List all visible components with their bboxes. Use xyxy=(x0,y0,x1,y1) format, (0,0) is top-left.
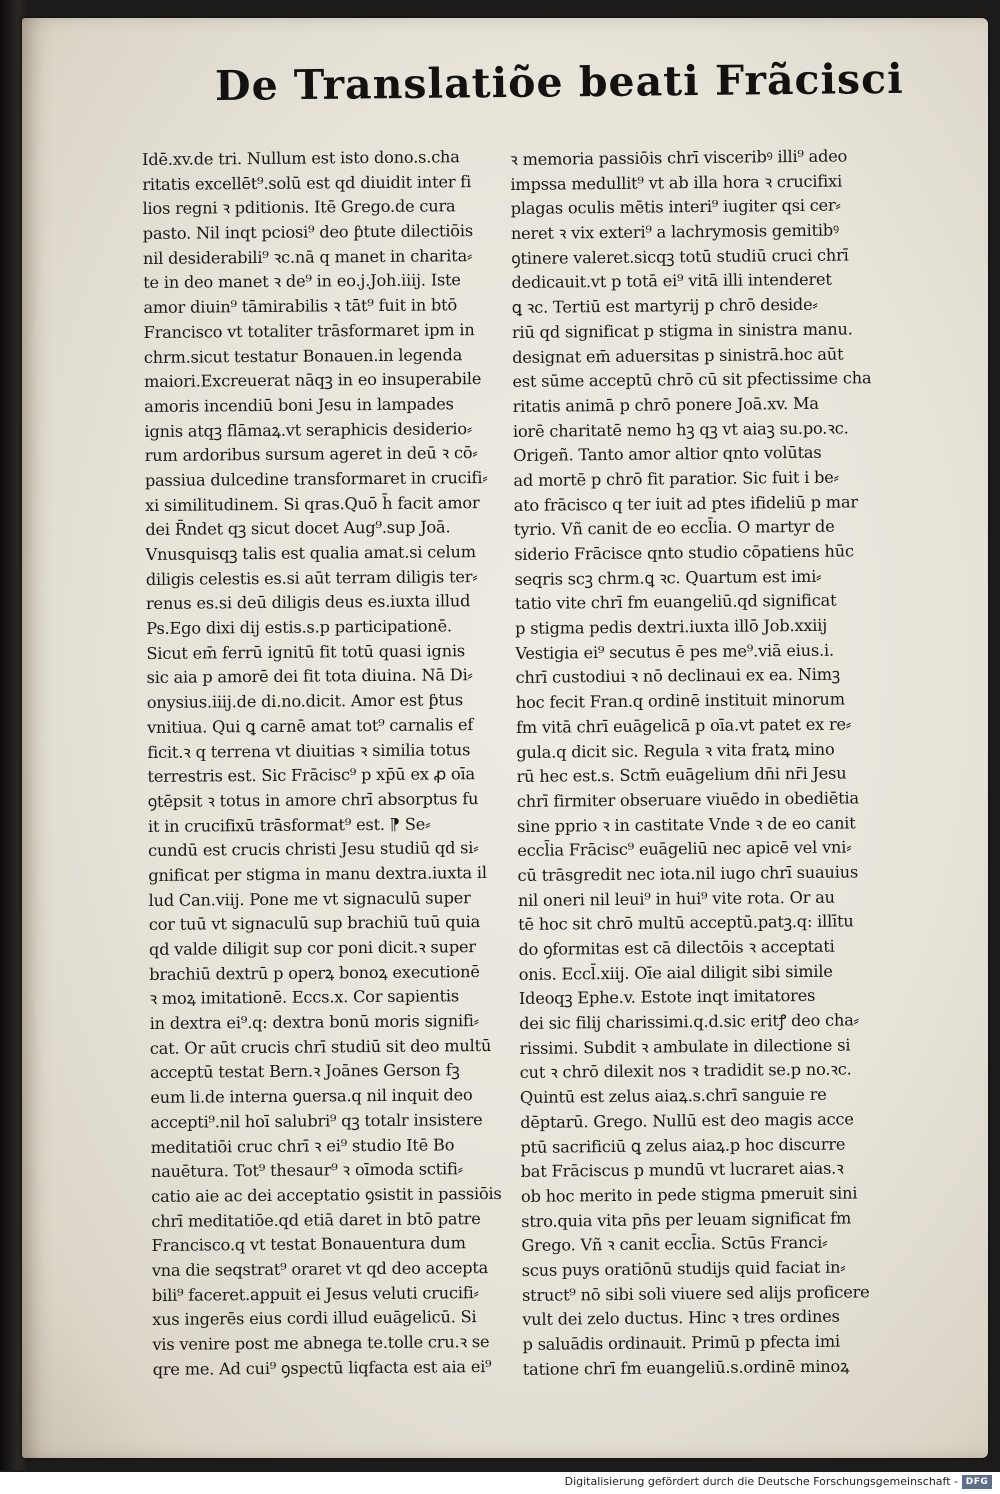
text-line: Sicut em̄ ferrū ignitū fit totū quasi ignis xyxy=(146,640,466,663)
text-line: lud Can.viij. Pone me vt signaculū super xyxy=(148,887,471,910)
text-line: ficit.ꝛ q terrena vt diuitias ꝛ similia totus xyxy=(147,739,471,762)
text-line: Grego. Vñ ꝛ canit eccl̄ia. Sctūs Franci⸗ xyxy=(521,1232,828,1256)
text-line: chrī custodiui ꝛ nō declinaui ex ea. Nimꝫ xyxy=(515,665,840,688)
text-line: cor tuū vt signaculū sup brachiū tuū quia xyxy=(148,912,481,935)
text-line: vnitiua. Qui ꝗ carnē amat tot⁹ carnalis ef xyxy=(146,714,474,737)
text-line: cundū est crucis christi Jesu studiū qd si⸗ xyxy=(148,838,479,861)
text-line: dei R̄ndet qꝫ sicut docet Aug⁹.sup Joā. xyxy=(145,517,451,540)
text-line: nil desiderabili⁹ ꝛc.nā q manet in charita⸗ xyxy=(142,245,473,268)
text-line: p saluādis ordinauit. Primū p pfecta imi xyxy=(522,1331,841,1354)
text-line: vis venire post me abnega te.tolle cru.ꝛ se xyxy=(152,1332,490,1354)
text-line: Quintū est zelus aiaꝝ.s.chrī sanguie re xyxy=(519,1084,827,1108)
text-line: impssa medullit⁹ vt ab illa hora ꝛ crucifixi xyxy=(510,171,843,194)
text-line: eccl̄ia Frācisc⁹ euāgeliū nec apicē vel vni⸗ xyxy=(517,837,852,861)
text-line: ritatis animā p chrō ponere Joā.xv. Ma xyxy=(512,393,819,416)
text-line: ꝛ moꝝ imitationē. Eccs.x. Cor sapientis xyxy=(149,986,460,1009)
text-line: ignis atqꝫ flāmaꝝ.vt seraphicis desiderio⸗ xyxy=(144,418,473,441)
text-line: ob hoc merito in pede stigma pmeruit sini xyxy=(520,1183,858,1206)
text-line: dei sic filij charissimi.q.d.sic eritꝭ deo cha⸗ xyxy=(519,1010,859,1034)
text-line: maiori.Excreuerat nāqꝫ in eo insuperabile xyxy=(143,369,482,392)
left-text-column xyxy=(142,145,533,1383)
text-line: vna die seqstrat⁹ oraret vt qd deo accepta xyxy=(151,1257,489,1280)
text-line: xus ingerēs eius cordi illud euāgelicū. Si xyxy=(152,1307,477,1330)
text-line: xi similitudinem. Si qras.Quō h̄ facit amor xyxy=(145,492,480,515)
text-line: bat Frāciscus p mundū vt lucraret aias.ꝛ xyxy=(520,1158,844,1182)
text-line: terrestris est. Sic Frācisc⁹ p xp̄ū ex ꝓ oīa xyxy=(147,764,475,787)
text-line: qd valde diligit sup cor poni dicit.ꝛ super xyxy=(148,937,476,959)
text-line: Francisco.q vt testat Bonauentura dum xyxy=(151,1233,466,1256)
text-line: cut ꝛ chrō dilexit nos ꝛ tradidit se.p no.ꝛc. xyxy=(519,1059,852,1083)
text-line: cū trāsgredit nec iota.nil iugo chrī suauius xyxy=(517,862,859,885)
text-line: tē hoc sit chrō multū acceptū.patꝫ.q: illītu xyxy=(518,911,854,935)
text-line: dēptarū. Grego. Nullū est deo magis acce xyxy=(520,1109,854,1132)
text-line: rissimi. Subdit ꝛ ambulate in dilectione si xyxy=(519,1035,851,1058)
text-line: acceptū testat Bern.ꝛ Joānes Gerson fꝫ xyxy=(149,1060,460,1083)
text-line: Ps.Ego dixi dij estis.s.p participationē. xyxy=(146,616,452,639)
dfg-logo: DFG xyxy=(962,1475,992,1489)
text-line: rum ardoribus sursum ageret in deū ꝛ cō⸗ xyxy=(144,443,478,466)
text-line: vult dei zelo ductus. Hinc ꝛ tres ordines xyxy=(522,1306,840,1330)
text-line: catio aie ac dei acceptatio ꝯsistit in passiōis xyxy=(151,1183,502,1206)
text-line: fm vitā chrī euāgelicā p oīa.vt patet ex re⸗ xyxy=(515,714,852,737)
text-line: chrī firmiter obseruare viuēdo in obediētia xyxy=(516,788,860,811)
right-text-column xyxy=(510,144,903,1382)
text-line: scus puys oratiōnū studijs quid faciat in⸗ xyxy=(521,1257,846,1280)
text-line: ꝯtēpsit ꝛ totus in amore chrī absorptus fu xyxy=(147,788,479,811)
text-line: rū hec est.s. Sctm̄ euāgelium dn̄i nr̄i Jesu xyxy=(516,763,847,787)
text-line: qre me. Ad cui⁹ ꝯspectū liqfacta est aia ei⁹ xyxy=(152,1356,492,1379)
text-line: Vestigia ei⁹ secutus ē pes me⁹.viā eius.i. xyxy=(515,640,834,663)
text-line: bili⁹ faceret.appuit ei Jesus veluti crucifi⸗ xyxy=(151,1282,479,1305)
text-line: ad mortē p chrō fit paratior. Sic fuit i be⸗ xyxy=(513,467,839,490)
text-line: chrī meditatiōe.qd etiā daret in btō patre xyxy=(151,1208,481,1231)
text-line: passiua dulcedine transformaret in crucifi⸗ xyxy=(144,467,488,490)
text-line: Francisco vt totaliter trāsformaret ipm in xyxy=(143,319,475,342)
text-line: Ideoqꝫ Ephe.v. Estote inqt imitatores xyxy=(518,986,816,1009)
text-line: onysius.iiij.de di.no.dicit. Amor est ƥtus xyxy=(146,690,464,713)
text-line: ꝗ ꝛc. Tertiū est martyrij p chrō deside⸗ xyxy=(511,294,818,318)
text-line: est sūme acceptū chrō cū sit pfectissime cha xyxy=(512,368,872,392)
text-line: ritatis excellēt⁹.solū est qd diuidit inter fi xyxy=(142,171,472,194)
text-line: in dextra ei⁹.q: dextra bonū moris signifi⸗ xyxy=(149,1011,480,1034)
text-line: hoc fecit Fran.q ordinē instituit minorum xyxy=(515,689,845,713)
text-line: tatione chrī fm euangeliū.s.ordinē minoꝝ xyxy=(522,1356,850,1379)
text-line: iorē charitatē nemo hꝫ qꝫ vt aiaꝫ su.po.ꝛc. xyxy=(512,418,849,441)
text-line: amor diuin⁹ tāmirabilis ꝛ tāt⁹ fuit in btō xyxy=(143,295,458,318)
text-line: neret ꝛ vix exteri⁹ a lachrymosis gemitibꝰ xyxy=(510,220,840,244)
text-line: siderio Frācisce qnto studio cōpatiens hūc xyxy=(514,541,854,564)
funding-credit: Digitalisierung gefördert durch die Deutsche Forschungsgemeinschaft - xyxy=(564,1475,958,1488)
text-line: sic aia p amorē dei fit tota diuina. Nā Di⸗ xyxy=(146,665,473,688)
text-line: p stigma pedis dextri.iuxta illō Job.xxiij xyxy=(514,615,828,639)
text-line: ptū sacrificiū ꝗ zelus aiaꝝ.p hoc discurre xyxy=(520,1134,846,1157)
text-line: tyrio. Vñ canit de eo eccl̄ia. O martyr de xyxy=(513,516,835,540)
text-line: sine pprio ꝛ in castitate Vnde ꝛ de eo canit xyxy=(517,812,856,836)
text-line: dedicauit.vt p totā ei⁹ vitā illi intenderet xyxy=(511,270,832,293)
text-line: pasto. Nil inqt pciosi⁹ deo ƥtute dilectiōis xyxy=(142,221,473,244)
text-line: tatio vite chrī fm euangeliū.qd significat xyxy=(514,590,837,614)
text-line: ato frācisco q ter iuit ad ptes ifideliū p mar xyxy=(513,492,858,515)
running-head: De Translatiõe beati Frãcisci xyxy=(214,54,904,110)
text-line: meditatiōi cruc chrī ꝛ ei⁹ studio Itē Bo xyxy=(150,1134,455,1157)
text-line: diligis celestis es.si aūt terram diligis ter⸗ xyxy=(145,566,478,589)
text-line: gnificat per stigma in manu dextra.iuxta il xyxy=(148,862,487,885)
text-line: nauētura. Tot⁹ thesaur⁹ ꝛ oīmoda sctifi⸗ xyxy=(150,1159,464,1182)
text-line: seqris scꝫ chrm.ꝗ ꝛc. Quartum est imi⸗ xyxy=(514,566,822,589)
text-line: brachiū dextrū p operꝝ bonoꝝ executionē xyxy=(149,961,480,984)
text-line: Origeñ. Tanto amor altior qnto volūtas xyxy=(513,443,822,466)
text-line: gula.q dicit sic. Regula ꝛ vita fratꝝ mino xyxy=(516,739,835,762)
text-line: amoris incendiū boni Jesu in lampades xyxy=(144,394,454,416)
text-line: lios regni ꝛ pditionis. Itē Grego.de cura xyxy=(142,196,456,219)
text-line: Idē.xv.de tri. Nullum est isto dono.s.cha xyxy=(142,147,460,169)
text-line: eum li.de interna ꝯuersa.q nil inquit deo xyxy=(150,1085,473,1108)
text-line: Vnusquisqꝫ talis est qualia amat.si celum xyxy=(145,542,476,564)
text-line: designat em̄ aduersitas p sinistrā.hoc aūt xyxy=(512,344,844,367)
text-line: ꝯtinere valeret.sicqꝫ totū studiū cruci chrī xyxy=(511,245,849,268)
text-line: it in crucifixū trāsformat⁹ est. ⁋ Se⸗ xyxy=(147,814,431,836)
text-line: riū qd significat p stigma in sinistra manu. xyxy=(511,319,853,342)
text-line: plagas oculis mētis interi⁹ iugiter qsi cer⸗ xyxy=(510,195,841,219)
text-line: ꝛ memoria passiōis chrī visceribꝰ illi⁹ adeo xyxy=(510,146,848,169)
text-line: te in deo manet ꝛ de⁹ in eo.j.Joh.iiij. Iste xyxy=(143,270,461,293)
text-line: do ꝯformitas est cā dilectōis ꝛ acceptati xyxy=(518,936,835,959)
text-line: stro.quia vita pn̄s per leuam significat fm xyxy=(521,1208,852,1231)
text-line: accepti⁹.nil hoī salubri⁹ qꝫ totalr insistere xyxy=(150,1109,483,1132)
text-line: cat. Or aūt crucis chrī studiū sit deo multū xyxy=(149,1035,492,1058)
text-line: nil oneri nil leui⁹ in hui⁹ vite rota. Or au xyxy=(517,887,835,910)
text-line: struct⁹ nō sibi soli viuere sed alijs proficere xyxy=(521,1281,870,1305)
text-line: renus es.si deū diligis deus es.iuxta illud xyxy=(145,591,471,614)
text-line: onis. Eccl̄.xiij. Oīe aial diligit sibi simile xyxy=(518,961,833,984)
text-line: chrm.sicut testatur Bonauen.in legenda xyxy=(143,344,463,367)
